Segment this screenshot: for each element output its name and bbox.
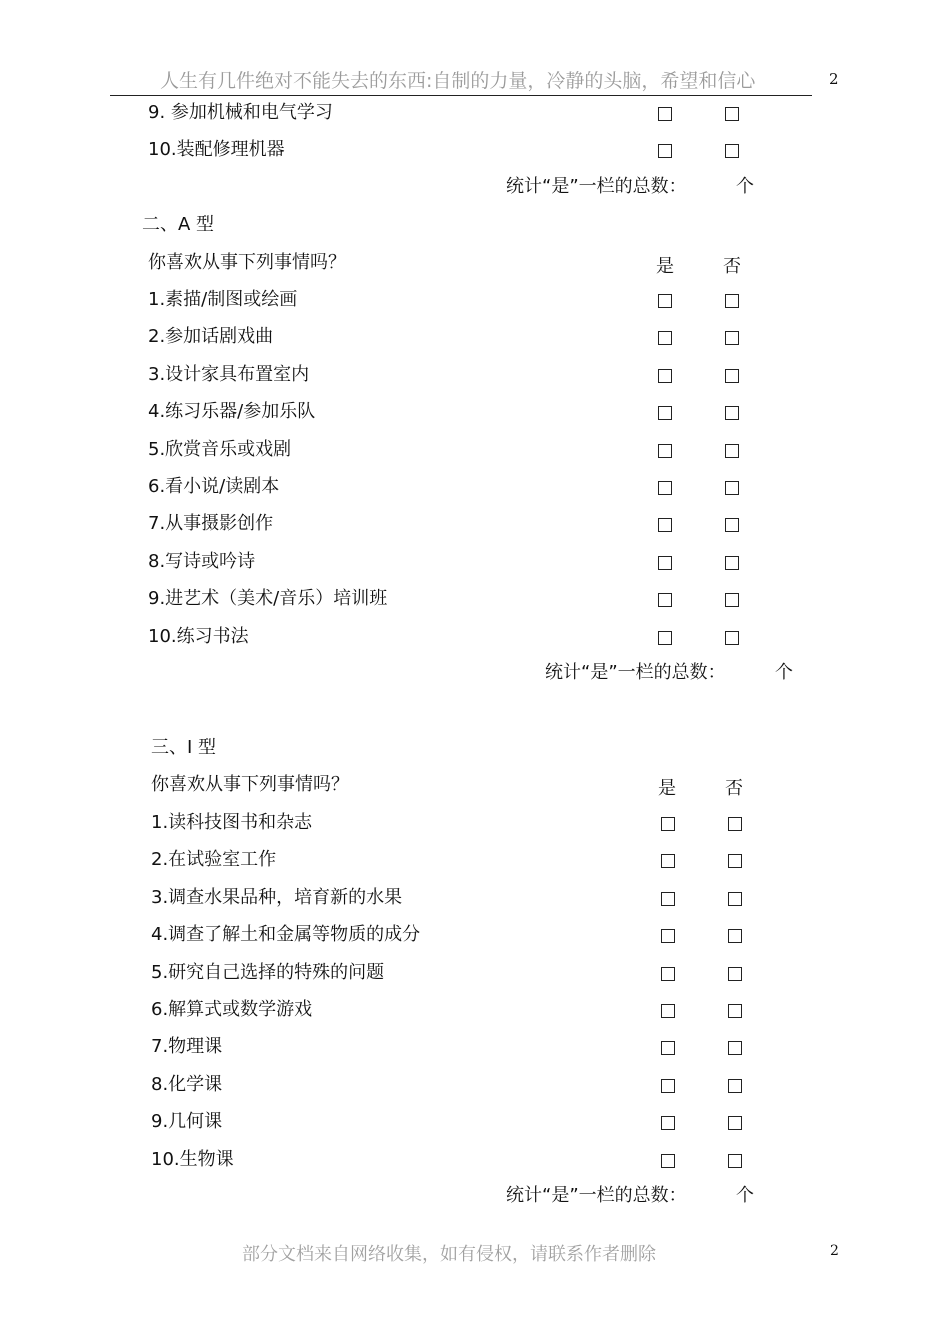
total-unit: 个 bbox=[736, 1185, 754, 1206]
list-item: 10.生物课 bbox=[151, 1148, 234, 1170]
yes-checkbox[interactable] bbox=[658, 406, 672, 420]
list-item: 1.素描/制图或绘画 bbox=[148, 289, 298, 310]
no-checkbox[interactable] bbox=[728, 929, 742, 943]
total-unit: 个 bbox=[736, 176, 754, 197]
total-label: 统计“是”一栏的总数： bbox=[545, 662, 726, 683]
header-quote: 人生有几件绝对不能失去的东西:自制的力量，冷静的头脑，希望和信心 bbox=[160, 70, 756, 92]
list-item: 10.装配修理机器 bbox=[148, 139, 285, 160]
no-checkbox[interactable] bbox=[725, 144, 739, 158]
list-item: 4.练习乐器/参加乐队 bbox=[148, 401, 316, 423]
yes-checkbox[interactable] bbox=[658, 144, 672, 158]
list-item: 8.化学课 bbox=[151, 1073, 223, 1095]
no-column-header: 否 bbox=[723, 256, 741, 277]
no-column-header: 否 bbox=[725, 778, 743, 799]
yes-checkbox[interactable] bbox=[658, 481, 672, 495]
list-item: 1.读科技图书和杂志 bbox=[151, 812, 313, 833]
no-checkbox[interactable] bbox=[725, 331, 739, 345]
yes-checkbox[interactable] bbox=[661, 1116, 675, 1130]
list-item: 5.欣赏音乐或戏剧 bbox=[148, 438, 292, 460]
yes-checkbox[interactable] bbox=[658, 444, 672, 458]
no-checkbox[interactable] bbox=[725, 556, 739, 570]
yes-column-header: 是 bbox=[658, 778, 676, 799]
list-item: 9.进艺术（美术/音乐）培训班 bbox=[148, 588, 388, 610]
list-item: 4.调查了解土和金属等物质的成分 bbox=[151, 924, 421, 946]
yes-checkbox[interactable] bbox=[658, 593, 672, 607]
list-item: 6.解算式或数学游戏 bbox=[151, 999, 313, 1020]
no-checkbox[interactable] bbox=[725, 369, 739, 383]
header-page-number: 2 bbox=[829, 70, 839, 88]
yes-column-header: 是 bbox=[656, 256, 674, 277]
no-checkbox[interactable] bbox=[725, 518, 739, 532]
yes-checkbox[interactable] bbox=[661, 967, 675, 981]
no-checkbox[interactable] bbox=[725, 107, 739, 121]
list-item: 10.练习书法 bbox=[148, 625, 249, 647]
yes-checkbox[interactable] bbox=[661, 854, 675, 868]
yes-checkbox[interactable] bbox=[658, 518, 672, 532]
no-checkbox[interactable] bbox=[728, 1004, 742, 1018]
no-checkbox[interactable] bbox=[728, 892, 742, 906]
yes-checkbox[interactable] bbox=[661, 1079, 675, 1093]
yes-checkbox[interactable] bbox=[661, 1041, 675, 1055]
no-checkbox[interactable] bbox=[728, 854, 742, 868]
no-checkbox[interactable] bbox=[725, 481, 739, 495]
list-item: 9.几何课 bbox=[151, 1111, 223, 1133]
list-item: 3.调查水果品种，培育新的水果 bbox=[151, 886, 403, 908]
list-item: 7.物理课 bbox=[151, 1036, 223, 1058]
yes-checkbox[interactable] bbox=[661, 1004, 675, 1018]
list-item: 3.设计家具布置室内 bbox=[148, 363, 310, 385]
list-item: 9. 参加机械和电气学习 bbox=[148, 102, 333, 123]
yes-checkbox[interactable] bbox=[661, 892, 675, 906]
footer-page-number: 2 bbox=[830, 1243, 839, 1259]
no-checkbox[interactable] bbox=[728, 1116, 742, 1130]
total-label: 统计“是”一栏的总数： bbox=[506, 1185, 687, 1206]
yes-checkbox[interactable] bbox=[658, 294, 672, 308]
footer-notice: 部分文档来自网络收集，如有侵权，请联系作者删除 bbox=[242, 1244, 656, 1265]
list-item: 8.写诗或吟诗 bbox=[148, 550, 256, 572]
yes-checkbox[interactable] bbox=[661, 929, 675, 943]
no-checkbox[interactable] bbox=[725, 406, 739, 420]
total-unit: 个 bbox=[775, 662, 793, 683]
no-checkbox[interactable] bbox=[725, 294, 739, 308]
section-title: 三、I 型 bbox=[151, 737, 217, 758]
list-item: 5.研究自己选择的特殊的问题 bbox=[151, 961, 385, 983]
section-title: 二、A 型 bbox=[142, 214, 215, 235]
yes-checkbox[interactable] bbox=[658, 107, 672, 121]
list-item: 2.参加话剧戏曲 bbox=[148, 326, 274, 348]
list-item: 7.从事摄影创作 bbox=[148, 513, 274, 535]
no-checkbox[interactable] bbox=[728, 967, 742, 981]
list-item: 2.在试验室工作 bbox=[151, 849, 277, 871]
yes-checkbox[interactable] bbox=[658, 556, 672, 570]
no-checkbox[interactable] bbox=[725, 444, 739, 458]
yes-checkbox[interactable] bbox=[661, 817, 675, 831]
list-item: 6.看小说/读剧本 bbox=[148, 476, 280, 497]
no-checkbox[interactable] bbox=[725, 631, 739, 645]
header-rule bbox=[110, 95, 812, 96]
section-question: 你喜欢从事下列事情吗？ bbox=[151, 774, 349, 795]
yes-checkbox[interactable] bbox=[658, 331, 672, 345]
no-checkbox[interactable] bbox=[728, 1041, 742, 1055]
total-label: 统计“是”一栏的总数： bbox=[506, 176, 687, 197]
no-checkbox[interactable] bbox=[728, 817, 742, 831]
yes-checkbox[interactable] bbox=[658, 369, 672, 383]
yes-checkbox[interactable] bbox=[661, 1154, 675, 1168]
section-question: 你喜欢从事下列事情吗？ bbox=[148, 252, 346, 273]
no-checkbox[interactable] bbox=[728, 1154, 742, 1168]
yes-checkbox[interactable] bbox=[658, 631, 672, 645]
no-checkbox[interactable] bbox=[728, 1079, 742, 1093]
no-checkbox[interactable] bbox=[725, 593, 739, 607]
